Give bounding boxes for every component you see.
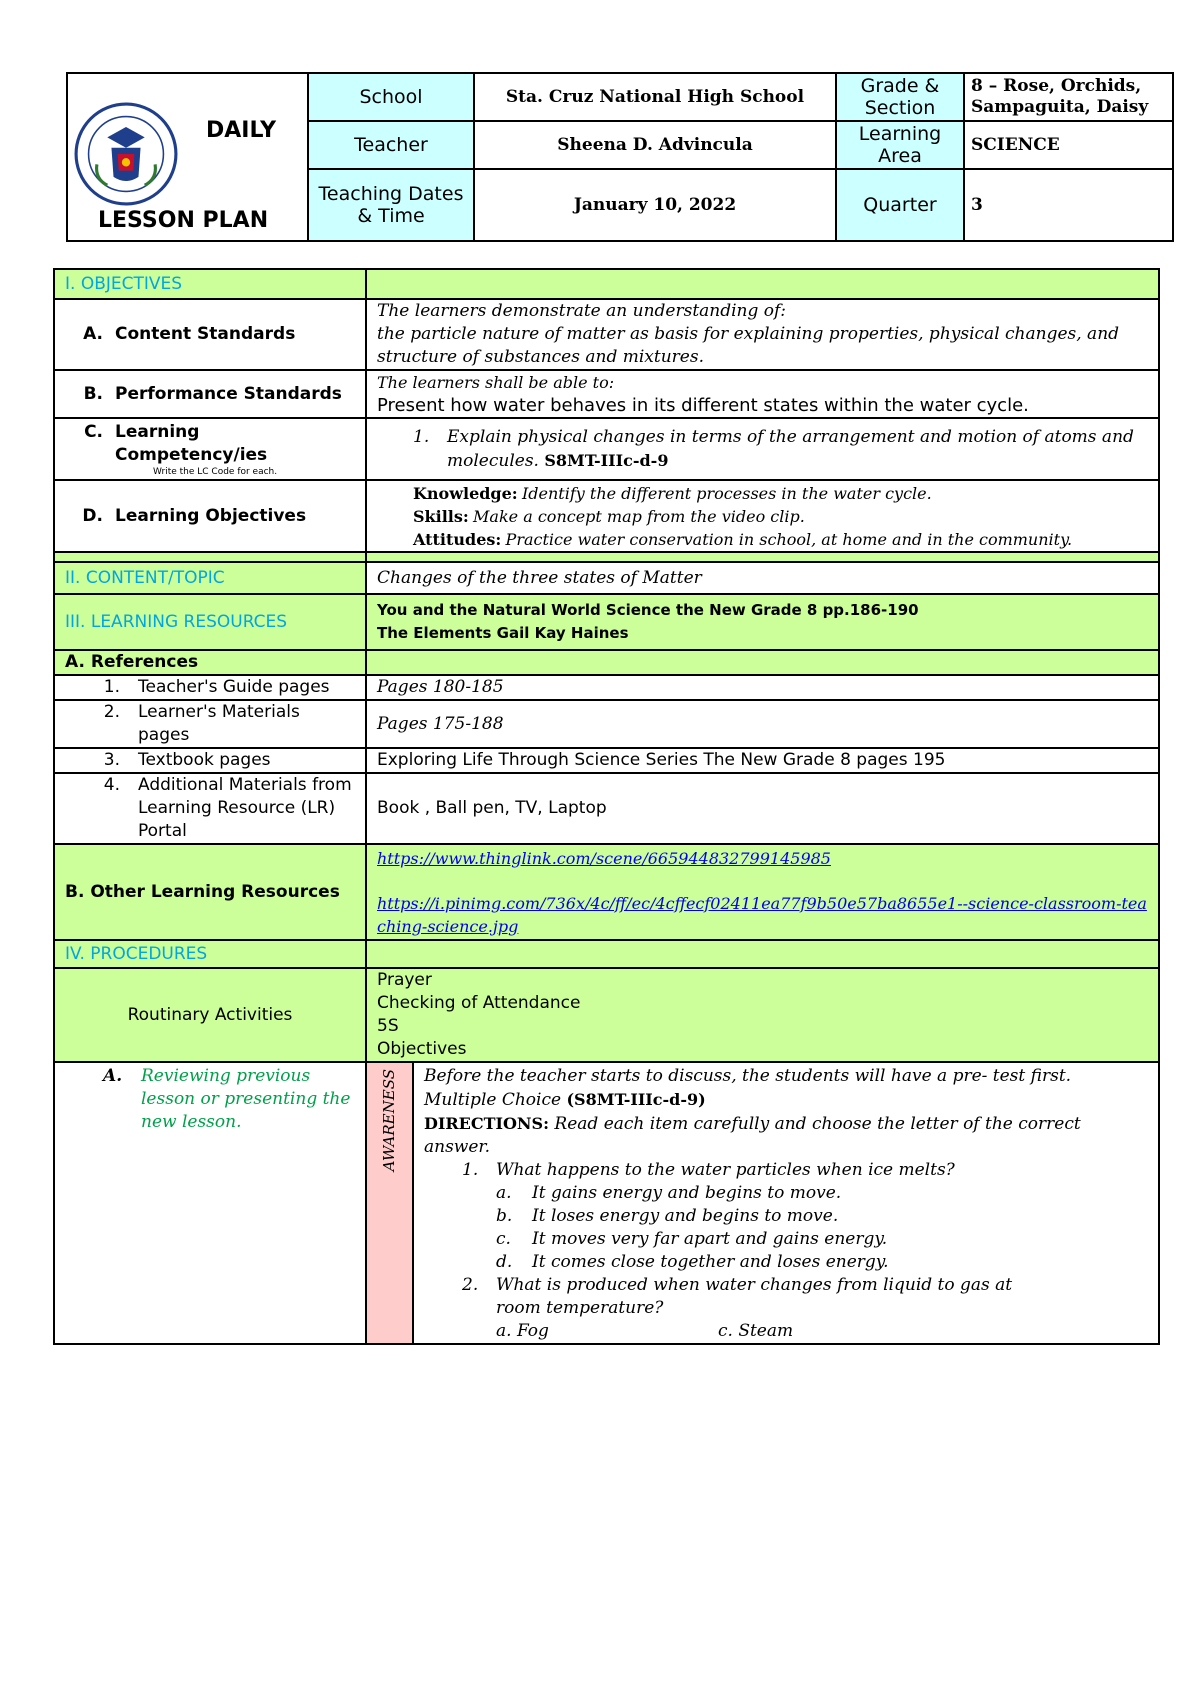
label: Teacher's Guide pages	[138, 677, 330, 697]
references-blank	[366, 650, 1159, 675]
additional-materials-value: Book , Ball pen, TV, Laptop	[366, 773, 1159, 844]
routine-item: Checking of Attendance	[377, 993, 581, 1013]
q1-number: 1.	[462, 1160, 479, 1180]
textbook-value: Exploring Life Through Science Series The New Grade 8 pages 195	[366, 748, 1159, 773]
option-letter: c.	[496, 1229, 511, 1249]
lesson-plan-table	[53, 268, 1160, 1345]
procedures-heading: IV. PROCEDURES	[54, 940, 366, 968]
content-standards-label	[54, 299, 366, 370]
title-lesson-plan: LESSON PLAN	[98, 208, 269, 233]
competency-text: Explain physical changes in terms of the arrangement and motion of atoms and molecules.	[447, 426, 1134, 471]
line: The learners shall be able to:	[377, 373, 615, 392]
resources-heading: III. LEARNING RESOURCES	[54, 594, 366, 650]
question-2: What is produced when water changes from liquid to gas at room temperature?	[496, 1275, 1013, 1318]
option-text: It comes close together and loses energy.	[532, 1252, 889, 1272]
objectives-heading: I. OBJECTIVES	[54, 269, 366, 299]
deped-seal-logo	[74, 102, 178, 206]
number: 4.	[103, 775, 120, 795]
book-1: You and the Natural World Science the New Grade 8 pp.186-190	[377, 601, 919, 619]
learners-materials-value: Pages 175-188	[366, 700, 1159, 748]
school-value: Sta. Cruz National High School	[474, 73, 836, 121]
lc-note: Write the LC Code for each.	[153, 466, 278, 477]
textbook-label	[54, 748, 366, 773]
mc-code: (S8MT-IIIc-d-9)	[566, 1090, 706, 1109]
attitudes-label: Attitudes:	[413, 529, 502, 549]
q2-option-c: c. Steam	[718, 1321, 794, 1341]
pretest-content	[413, 1062, 1159, 1344]
skills-text: Make a concept map from the video clip.	[473, 506, 805, 526]
performance-standards-label	[54, 370, 366, 418]
dates-value: January 10, 2022	[474, 169, 836, 241]
school-label: School	[308, 73, 474, 121]
reviewing-label	[54, 1062, 366, 1344]
question-1: What happens to the water particles when ice melts?	[496, 1160, 955, 1180]
teachers-guide-value: Pages 180-185	[366, 675, 1159, 700]
routinary-list	[366, 968, 1159, 1062]
content-standards-value	[366, 299, 1159, 370]
label: Additional Materials from Learning Resource (LR) Portal	[138, 775, 352, 841]
teacher-value: Sheena D. Advincula	[474, 121, 836, 169]
learning-competency-label	[54, 418, 366, 480]
q2-option-a: a. Fog	[496, 1321, 549, 1341]
quarter-label: Quarter	[836, 169, 964, 241]
resources-books	[366, 594, 1159, 650]
knowledge-label: Knowledge:	[413, 483, 518, 503]
grade-label: Grade & Section	[836, 73, 964, 121]
directions-text: Read each item carefully and choose the letter of the correct answer.	[424, 1114, 1081, 1157]
grade-value: 8 – Rose, Orchids, Sampaguita, Daisy	[964, 73, 1173, 121]
directions-label: DIRECTIONS:	[424, 1114, 549, 1133]
skills-label: Skills:	[413, 506, 469, 526]
title-block	[67, 73, 308, 241]
other-resources-label: B. Other Learning Resources	[54, 844, 366, 940]
option-text: It moves very far apart and gains energy.	[532, 1229, 888, 1249]
line: the particle nature of matter as basis for explaining properties, physical changes, and structure of substances and mixtures.	[377, 324, 1120, 367]
spacer	[54, 552, 366, 562]
other-resources-links	[366, 844, 1159, 940]
pretest-intro: Before the teacher starts to discuss, the students will have a pre- test first.	[424, 1066, 1072, 1086]
reviewing-text: Reviewing previous lesson or presenting the new lesson.	[141, 1066, 351, 1132]
book-2: The Elements Gail Kay Haines	[377, 624, 629, 642]
attitudes-text: Practice water conservation in school, at home and in the community.	[505, 529, 1073, 549]
letter: A.	[83, 324, 103, 344]
procedures-heading-blank	[366, 940, 1159, 968]
number: 3.	[103, 750, 120, 770]
letter: D.	[82, 505, 103, 526]
label: Performance Standards	[115, 383, 342, 404]
area-label: Learning Area	[836, 121, 964, 169]
option-letter: d.	[496, 1252, 513, 1272]
learners-materials-label	[54, 700, 366, 748]
awareness-label: AWARENESS	[380, 1069, 398, 1172]
resource-link-1[interactable]: https://www.thinglink.com/scene/665944832799145985	[377, 848, 831, 868]
line: The learners demonstrate an understanding of:	[377, 301, 787, 321]
routine-item: Objectives	[377, 1039, 467, 1059]
header-table	[66, 72, 1174, 242]
routine-item: 5S	[377, 1016, 399, 1036]
number: 1.	[103, 677, 120, 697]
letter: B.	[83, 383, 103, 404]
line: Present how water behaves in its different states within the water cycle.	[377, 395, 1029, 416]
option-letter: a.	[496, 1183, 512, 1203]
option-letter: b.	[496, 1206, 513, 1226]
letter: C.	[84, 421, 103, 442]
performance-standards-value	[366, 370, 1159, 418]
awareness-cell	[366, 1062, 413, 1344]
spacer	[366, 552, 1159, 562]
number: 1.	[413, 426, 430, 447]
q2-number: 2.	[462, 1275, 479, 1295]
quarter-value: 3	[964, 169, 1173, 241]
title-daily: DAILY	[206, 118, 276, 143]
label: Learner's Materials pages	[138, 702, 300, 745]
number: 2.	[103, 702, 120, 722]
additional-materials-label	[54, 773, 366, 844]
learning-competency-value	[366, 418, 1159, 480]
lc-code: S8MT-IIIc-d-9	[544, 450, 669, 470]
teacher-label: Teacher	[308, 121, 474, 169]
label: Learning Competency/ies	[115, 421, 268, 465]
mc-label: Multiple Choice	[424, 1090, 562, 1110]
area-value: SCIENCE	[964, 121, 1173, 169]
resource-link-2[interactable]: https://i.pinimg.com/736x/4c/ff/ec/4cffecf02411ea77f9b50e57ba8655e1--science-classroom-teaching-science.jpg	[377, 893, 1147, 936]
letter: A.	[103, 1066, 123, 1086]
content-heading: II. CONTENT/TOPIC	[54, 562, 366, 594]
routinary-label: Routinary Activities	[54, 968, 366, 1062]
teachers-guide-label	[54, 675, 366, 700]
objectives-heading-blank	[366, 269, 1159, 299]
knowledge-text: Identify the different processes in the water cycle.	[521, 483, 932, 503]
option-text: It loses energy and begins to move.	[532, 1206, 839, 1226]
dates-label: Teaching Dates & Time	[308, 169, 474, 241]
content-topic: Changes of the three states of Matter	[366, 562, 1159, 594]
option-text: It gains energy and begins to move.	[532, 1183, 842, 1203]
learning-objectives-label	[54, 480, 366, 552]
label: Textbook pages	[138, 750, 271, 770]
references-label: A. References	[54, 650, 366, 675]
routine-item: Prayer	[377, 970, 432, 990]
label: Content Standards	[115, 324, 296, 344]
label: Learning Objectives	[115, 505, 307, 526]
learning-objectives-value	[366, 480, 1159, 552]
